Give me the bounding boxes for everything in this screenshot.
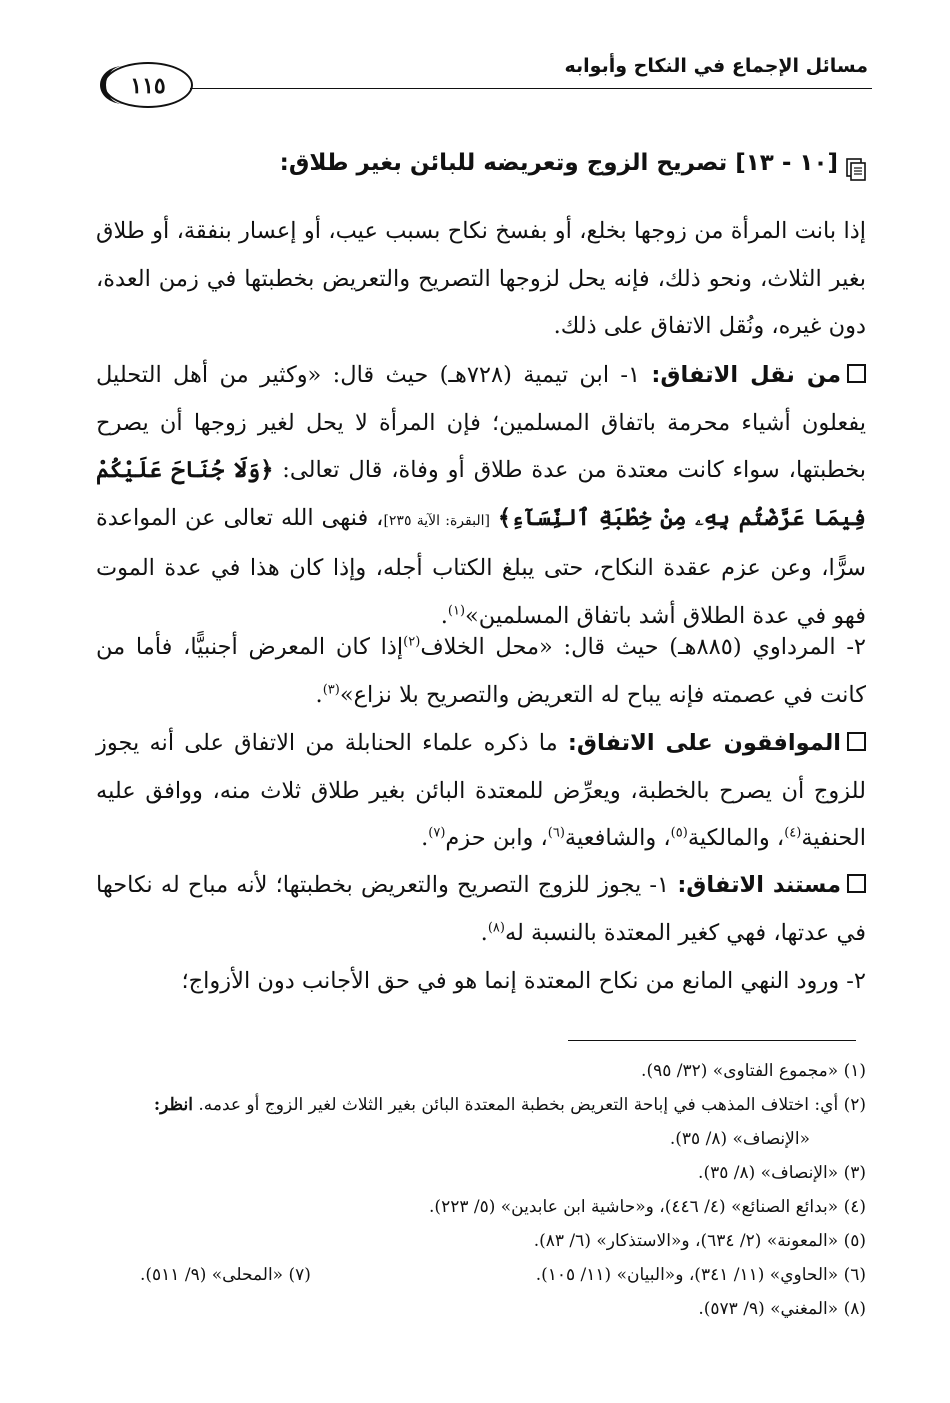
footnote-ref-7[interactable]: (٧) <box>428 825 446 841</box>
footnote-ref-3[interactable]: (٣) <box>322 682 340 697</box>
footnote-2-text: (٢) أي: اختلاف المذهب في إباحة التعريض بخطبة المعتدة البائن بغير الثلاث لغير الزوج أو عدمه. <box>192 1095 866 1115</box>
footnote-8: (٨) «المغني» (٩/ ٥٧٣). <box>698 1299 866 1319</box>
agreers-text-b: ، والمالكية <box>687 825 785 851</box>
header-rule <box>190 88 872 89</box>
footnote-4: (٤) «بدائع الصنائع» (٤/ ٤٤٦)، و«حاشية ابن عابدين» (٥/ ٢٢٣). <box>429 1197 866 1217</box>
footnotes <box>96 1054 866 1326</box>
footnote-6: (٦) «الحاوي» (١١/ ٣٤١)، و«البيان» (١١/ ١٠٥). <box>535 1265 866 1285</box>
footnote-7: (٧) «المحلى» (٩/ ٥١١). <box>140 1265 311 1285</box>
period: . <box>440 602 448 629</box>
agreers-text-a: ما ذكره علماء الحنابلة من الاتفاق على أنه يجوز للزوج أن يصرح بالخطبة، ويعرِّض للمعتدة البائن بغير طلاق ثلاث منه، ووافق عليه الحنفية <box>96 730 866 851</box>
footnote-5: (٥) «المعونة» (٢/ ٦٣٤)، و«الاستذكار» (٦/ ٨٣). <box>533 1231 866 1251</box>
footnote-separator <box>568 1040 856 1041</box>
agreers-label: الموافقون على الاتفاق: <box>568 730 866 756</box>
footnote-1: (١) «مجموع الفتاوى» (٣٢/ ٩٥). <box>641 1061 866 1081</box>
basis-label: مستند الاتفاق: <box>677 872 866 898</box>
agreers-text-d: ، وابن حزم <box>445 825 548 851</box>
page-number-oval <box>103 62 193 108</box>
quran-verse: ﴿وَلَا جُنَاحَ عَلَيْكُمْ فِيمَا عَرَّضْتُم بِهِۦ مِنْ خِطْبَةِ ٱلنِّسَآءِ﴾ <box>96 457 866 531</box>
basis-paragraph <box>96 862 866 957</box>
basis-second-point: ٢- ورود النهي المانع من نكاح المعتدة إنما هو في حق الأجانب دون الأزواج؛ <box>181 968 866 994</box>
footnote-2-continuation: «الإنصاف» (٨/ ٣٥). <box>669 1129 810 1149</box>
transmitters-text-a: ١- ابن تيمية (٧٢٨هـ) حيث قال: «وكثير من أهل التحليل يفعلون أشياء محرمة باتفاق المسلمين؛ فإن المرأة لا يحل لغير زوجها أن يصرح بخطبتها، سواء كانت معتدة من عدة طلاق أو وفاة، قال تعالى: <box>96 362 866 483</box>
transmitters-text-b: ، فنهى الله تعالى عن المواعدة سرًّا، وعن عزم عقدة النكاح، حتى يبلغ الكتاب أجله، وإذا كان هذا في عدة الموت فهو في عدة الطلاق أشد باتفاق المسلمين» <box>96 504 866 629</box>
footnote-ref-1[interactable]: (١) <box>447 603 466 618</box>
running-title: مسائل الإجماع في النكاح وأبوابه <box>564 55 868 77</box>
footnote-ref-2[interactable]: (٢) <box>403 634 421 650</box>
footnote-row-6-7 <box>96 1258 866 1292</box>
agreers-paragraph <box>96 720 866 863</box>
period: . <box>315 681 323 708</box>
intro-paragraph: إذا بانت المرأة من زوجها بخلع، أو بفسخ نكاح بسبب عيب، أو إعسار بنفقة، أو طلاق بغير الثلاث، ونحو ذلك، فإنه يحل لزوجها التصريح والتعريض بخطبتها في زمن العدة، دون غيره، ونُقل الاتفاق على ذلك. <box>96 218 866 339</box>
footnote-ref-4[interactable]: (٤) <box>784 825 802 841</box>
transmitters-label: من نقل الاتفاق: <box>651 362 866 388</box>
period: . <box>480 919 488 946</box>
document-stack-icon <box>845 157 867 181</box>
transmitters-paragraph <box>96 352 866 640</box>
period: . <box>421 825 429 851</box>
agreers-text-c: ، والشافعية <box>564 825 671 851</box>
footnote-ref-5[interactable]: (٥) <box>670 825 688 841</box>
basis-text-a: ١- يجوز للزوج التصريح والتعريض بخطبتها؛ لأنه مباح له نكاحها في عدتها، فهي كغير المعتدة بالنسبة له <box>96 872 866 946</box>
mardawi-text-a: ٢- المرداوي (٨٨٥هـ) حيث قال: «محل الخلاف <box>420 634 867 660</box>
footnote-ref-6[interactable]: (٦) <box>547 825 565 841</box>
mardawi-paragraph <box>96 624 866 719</box>
footnote-3: (٣) «الإنصاف» (٨/ ٣٥). <box>698 1163 866 1183</box>
footnote-2 <box>96 1088 866 1122</box>
page-number: ١١٥ <box>130 73 166 99</box>
footnote-ref-8[interactable]: (٨) <box>487 920 505 935</box>
footnote-2-see: انظر: <box>153 1095 193 1115</box>
mardawi-text-b: إذا كان المعرض أجنبيًّا، فأما من كانت في عصمته فإنه يباح له التعريض والتصريح بلا نزاع» <box>96 634 866 708</box>
section-heading: [١٠ - ١٣] تصريح الزوج وتعريضه للبائن بغير طلاق: <box>279 150 838 176</box>
verse-reference: [البقرة: الآية ٢٣٥] <box>383 512 490 529</box>
